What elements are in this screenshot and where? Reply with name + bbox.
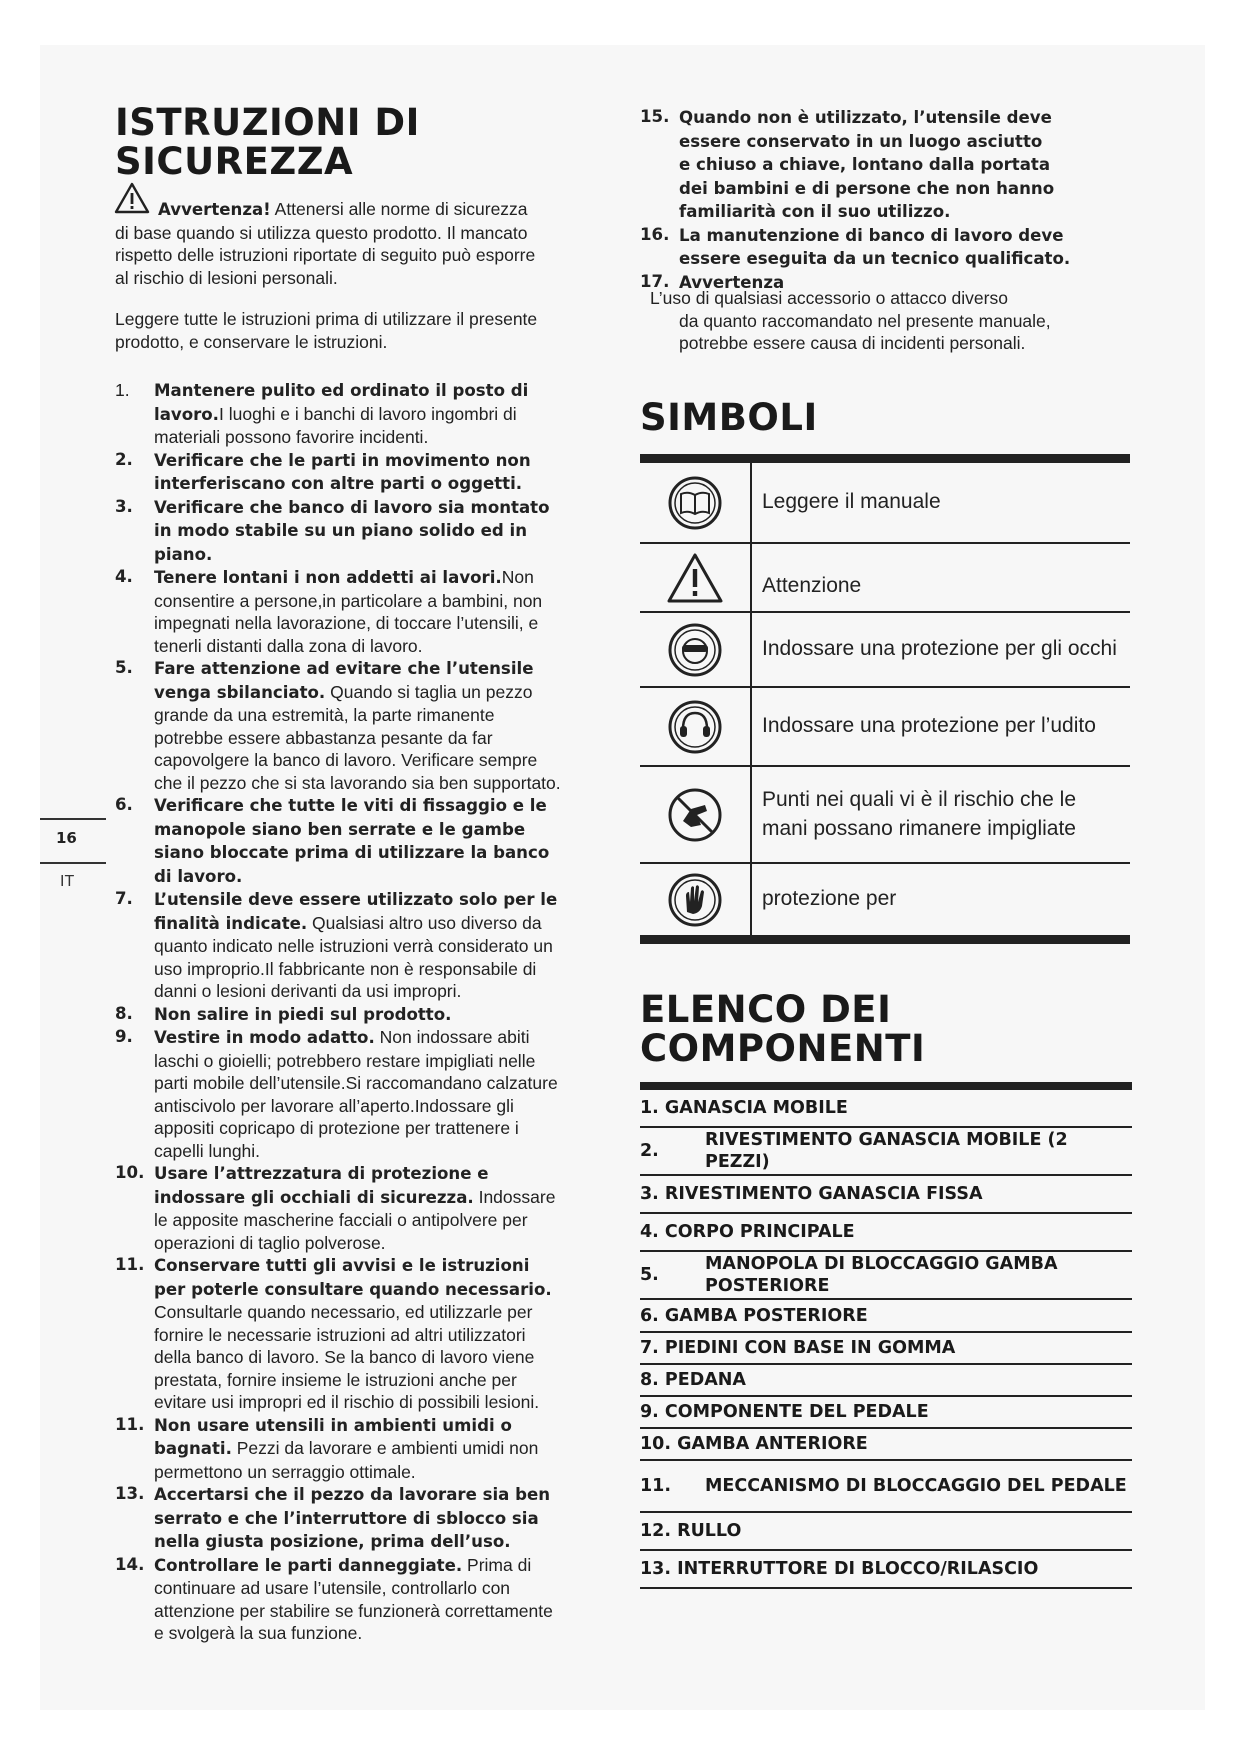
list-item-line: attenzione per stabilire se funzionerà correttamente xyxy=(154,1600,553,1621)
list-item-line: manopole siano ben serrate e le gambe xyxy=(154,819,526,839)
list-item-line: permettono un serraggio ottimale. xyxy=(154,1461,416,1482)
component-row xyxy=(640,1365,1132,1397)
list-item-line: nella giusta posizione, prima dell’uso. xyxy=(154,1532,511,1551)
component-row xyxy=(640,1513,1132,1551)
eye-protection-icon xyxy=(667,622,723,678)
list-item xyxy=(115,1554,635,1645)
safety-list-continued xyxy=(640,106,1120,294)
list-item-line: antiscivolo per lavorare all’aperto.Indossare gli xyxy=(154,1095,514,1116)
list-item xyxy=(640,224,1120,271)
gloves-icon xyxy=(667,872,723,928)
component-row xyxy=(640,1090,1132,1128)
list-item-line: in modo stabile su un piano solido ed in xyxy=(154,521,528,540)
list-item-line: parti mobile dell’utensile.Si raccomandano calzature xyxy=(154,1073,558,1093)
list-item-number: 15. xyxy=(640,107,670,126)
list-item-line: lavoro.I luoghi e i banchi di lavoro ingombri di xyxy=(154,403,517,424)
list-item-line: bagnati. Pezzi da lavorare e ambienti umidi non xyxy=(154,1438,539,1458)
symbol-row: Indossare una protezione per l’udito xyxy=(640,688,1130,767)
symbol-row: Leggere il manuale xyxy=(640,463,1130,544)
list-item-line: Non salire in piedi sul prodotto. xyxy=(154,1004,452,1024)
list-item-number: 9. xyxy=(115,1027,133,1046)
list-item-number: 13. xyxy=(115,1484,145,1503)
symbol-row: Punti nei quali vi è il rischio che le mani possano rimanere impigliate xyxy=(640,767,1130,864)
components-top-rule xyxy=(640,1082,1132,1090)
list-item-line: venga sbilanciato. Quando si taglia un pezzo xyxy=(154,681,533,702)
list-item-line: finalità indicate. Qualsiasi altro uso diverso da xyxy=(154,912,542,933)
component-number: 5. xyxy=(640,1265,659,1285)
list-item-line: fornire le necessarie istruzioni ad altri utilizzatori xyxy=(154,1324,526,1345)
list-item-line: indossare gli occhiali di sicurezza. Indossare xyxy=(154,1186,556,1207)
component-label: 9. COMPONENTE DEL PEDALE xyxy=(640,1402,929,1422)
component-row xyxy=(640,1551,1132,1589)
list-item-line: Mantenere pulito ed ordinato il posto di xyxy=(154,381,529,400)
list-item-line: appositi copricapo di protezione per trattenere i xyxy=(154,1118,519,1138)
list-item-line: Verificare che le parti in movimento non xyxy=(154,450,531,470)
list-item-line: Usare l’attrezzatura di protezione e xyxy=(154,1164,489,1183)
list-item-line: laschi o gioielli; potrebbero restare impigliati nelle xyxy=(154,1050,536,1071)
component-row xyxy=(640,1333,1132,1365)
list-item-line: materiali possono favorire incidenti. xyxy=(154,427,429,447)
list-item-number: 6. xyxy=(115,795,133,814)
list-item-line: Tenere lontani i non addetti ai lavori.Non xyxy=(154,567,534,587)
list-item-line: Accertarsi che il pezzo da lavorare sia ben xyxy=(154,1485,551,1504)
list-item-number: 16. xyxy=(640,224,670,244)
symbols-table xyxy=(640,454,1130,944)
list-item-line: continuare ad usare l’utensile, controllarlo con xyxy=(154,1578,511,1598)
component-number: 11. xyxy=(640,1476,672,1496)
safety-list xyxy=(115,379,635,1645)
list-item xyxy=(115,657,635,794)
list-item-line: danni o lesioni derivanti da usi impropri. xyxy=(154,981,462,1001)
component-label: 1. GANASCIA MOBILE xyxy=(640,1098,848,1118)
hand-pinch-icon xyxy=(667,787,723,843)
list-item-line: essere conservato in un luogo asciutto xyxy=(679,131,1043,151)
warning-triangle-icon xyxy=(666,552,724,604)
list-item-line: impegnati nella lavorazione, di toccare l’utensili, e xyxy=(154,613,539,633)
list-item-line: quanto indicato nelle istruzioni verrà considerato un xyxy=(154,936,553,956)
list-item-line: Consultarle quando necessario, ed utilizzarle per xyxy=(154,1302,533,1322)
list-item-line: La manutenzione di banco di lavoro deve xyxy=(679,225,1064,245)
symbols-top-rule xyxy=(640,454,1130,463)
list-item-line: Vestire in modo adatto. Non indossare abiti xyxy=(154,1027,530,1047)
symbol-row: protezione per xyxy=(640,864,1130,935)
list-item xyxy=(640,106,1120,224)
component-row xyxy=(640,1128,1132,1176)
list-item-line: Avvertenza xyxy=(679,272,785,292)
margin-rule-top xyxy=(40,818,106,820)
list-item-line: familiarità con il suo utilizzo. xyxy=(679,202,951,221)
list-item-line: Non usare utensili in ambienti umidi o xyxy=(154,1415,512,1435)
list-item-number: 17. xyxy=(640,271,670,291)
symbols-bottom-rule xyxy=(640,935,1130,944)
title-simboli: SIMBOLI xyxy=(640,396,818,439)
list-item-number: 7. xyxy=(115,889,133,908)
component-number: 2. xyxy=(640,1141,659,1161)
list-item-number: 11. xyxy=(115,1414,145,1434)
list-item-number: 5. xyxy=(115,658,133,677)
list-item xyxy=(115,888,635,1003)
list-item-line: piano. xyxy=(154,544,213,564)
list-item xyxy=(115,566,635,657)
list-item-line: Verificare che banco di lavoro sia montato xyxy=(154,497,550,517)
list-item xyxy=(115,1162,635,1254)
list-item-line: e svolgerà la sua funzione. xyxy=(154,1623,363,1643)
list-item-line: operazioni di taglio polverose. xyxy=(154,1232,386,1253)
component-label: 8. PEDANA xyxy=(640,1370,746,1390)
list-item-line: essere eseguita da un tecnico qualificato. xyxy=(679,249,1071,268)
component-label: 12. RULLO xyxy=(640,1521,742,1541)
read-instructions-paragraph: Leggere tutte le istruzioni prima di utilizzare il presente prodotto, e conservare le istruzioni. xyxy=(115,309,538,352)
list-item xyxy=(115,449,635,496)
list-item-number: 4. xyxy=(115,567,133,586)
title-elenco-componenti: ELENCO DEI COMPONENTI xyxy=(640,988,926,1070)
list-item-line: grande da una estremità, la parte rimanente xyxy=(154,705,495,725)
title-istruzioni: ISTRUZIONI DI SICUREZZA xyxy=(115,101,420,183)
page-number: 16 xyxy=(56,829,77,847)
list-item xyxy=(115,1483,635,1554)
component-label: 13. INTERRUTTORE DI BLOCCO/RILASCIO xyxy=(640,1559,1039,1579)
component-row xyxy=(640,1429,1132,1461)
list-item xyxy=(115,1003,635,1027)
symbol-row: Attenzione xyxy=(640,544,1130,613)
list-item-number: 1. xyxy=(115,380,130,400)
list-item xyxy=(115,1254,635,1414)
symbol-row: Indossare una protezione per gli occhi xyxy=(640,613,1130,688)
component-label: 3. RIVESTIMENTO GANASCIA FISSA xyxy=(640,1184,983,1204)
language-code: IT xyxy=(60,873,75,890)
list-item xyxy=(115,1414,635,1484)
list-item-number: 14. xyxy=(115,1554,145,1574)
list-item-line: serrato e che l’interruttore di sblocco sia xyxy=(154,1508,539,1528)
list-item-line: e chiuso a chiave, lontano dalla portata xyxy=(679,155,1051,174)
list-item-number: 8. xyxy=(115,1003,133,1023)
accessory-warning: L’uso di qualsiasi accessorio o attacco diverso da quanto raccomandato nel presente manuale, potrebbe essere causa di incidenti personali. xyxy=(650,288,1051,353)
list-item-number: 2. xyxy=(115,449,133,469)
list-item-line: interferiscano con altre parti o oggetti. xyxy=(154,474,523,493)
list-item xyxy=(115,1026,635,1162)
list-item-line: le apposite mascherine facciali o antipolvere per xyxy=(154,1210,528,1230)
components-table xyxy=(640,1082,1132,1589)
component-label: MANOPOLA DI BLOCCAGGIO GAMBA POSTERIORE xyxy=(705,1254,1058,1296)
list-item-line: siano bloccate prima di utilizzare la banco xyxy=(154,843,550,862)
list-item-line: potrebbe essere abbastanza pesante da far xyxy=(154,727,493,748)
list-item-line: capovolgere la banco di lavoro. Verificare sempre xyxy=(154,750,538,770)
component-row xyxy=(640,1176,1132,1214)
list-item-line: capelli lunghi. xyxy=(154,1140,261,1161)
list-item-line: dei bambini e di persone che non hanno xyxy=(679,178,1055,198)
list-item-line: che il pezzo che si sta lavorando sia ben supportato. xyxy=(154,772,561,793)
list-item-line: Conservare tutti gli avvisi e le istruzioni xyxy=(154,1256,530,1275)
warning-paragraph: Avvertenza! Attenersi alle norme di sicurezza di base quando si utilizza questo prodotto. Il mancato rispetto delle istruzioni riportate di seguito può esporre al rischio di lesioni personali. xyxy=(115,199,536,288)
component-row xyxy=(640,1461,1132,1513)
list-item-line: della banco di lavoro. Se la banco di lavoro viene xyxy=(154,1347,535,1367)
list-item-number: 11. xyxy=(115,1255,145,1274)
list-item-line: Verificare che tutte le viti di fissaggio e le xyxy=(154,796,547,815)
list-item-line: Fare attenzione ad evitare che l’utensile xyxy=(154,659,534,678)
ear-protection-icon xyxy=(667,699,723,755)
list-item xyxy=(115,794,635,888)
list-item-line: Quando non è utilizzato, l’utensile deve xyxy=(679,108,1052,127)
list-item-line: L’utensile deve essere utilizzato solo per le xyxy=(154,890,558,909)
component-row xyxy=(640,1252,1132,1300)
list-item-line: uso improprio.Il fabbricante non è responsabile di xyxy=(154,958,537,979)
component-label: 6. GAMBA POSTERIORE xyxy=(640,1305,868,1326)
list-item-line: per poterle consultare quando necessario. xyxy=(154,1279,552,1299)
component-row xyxy=(640,1300,1132,1333)
margin-rule-bottom xyxy=(40,862,106,864)
list-item-line: Controllare le parti danneggiate. Prima di xyxy=(154,1554,532,1575)
component-label: 4. CORPO PRINCIPALE xyxy=(640,1222,855,1242)
list-item-line: evitare usi impropri ed il rischio di possibili lesioni. xyxy=(154,1392,540,1412)
list-item-line: di lavoro. xyxy=(154,866,243,886)
component-row xyxy=(640,1397,1132,1429)
list-item-line: prestata, fornire insieme le istruzioni anche per xyxy=(154,1369,517,1390)
list-item-line: consentire a persone,in particolare a bambini, non xyxy=(154,590,543,611)
component-row xyxy=(640,1214,1132,1252)
component-label: MECCANISMO DI BLOCCAGGIO DEL PEDALE xyxy=(705,1476,1127,1496)
component-label: 10. GAMBA ANTERIORE xyxy=(640,1434,868,1454)
component-label: 7. PIEDINI CON BASE IN GOMMA xyxy=(640,1338,956,1358)
list-item xyxy=(115,379,635,449)
component-label: RIVESTIMENTO GANASCIA MOBILE (2 PEZZI) xyxy=(705,1130,1068,1172)
book-icon xyxy=(667,475,723,531)
list-item-line: tenerli distanti dalla zona di lavoro. xyxy=(154,635,423,656)
list-item-number: 3. xyxy=(115,496,133,516)
list-item-number: 10. xyxy=(115,1163,145,1182)
list-item xyxy=(115,496,635,567)
